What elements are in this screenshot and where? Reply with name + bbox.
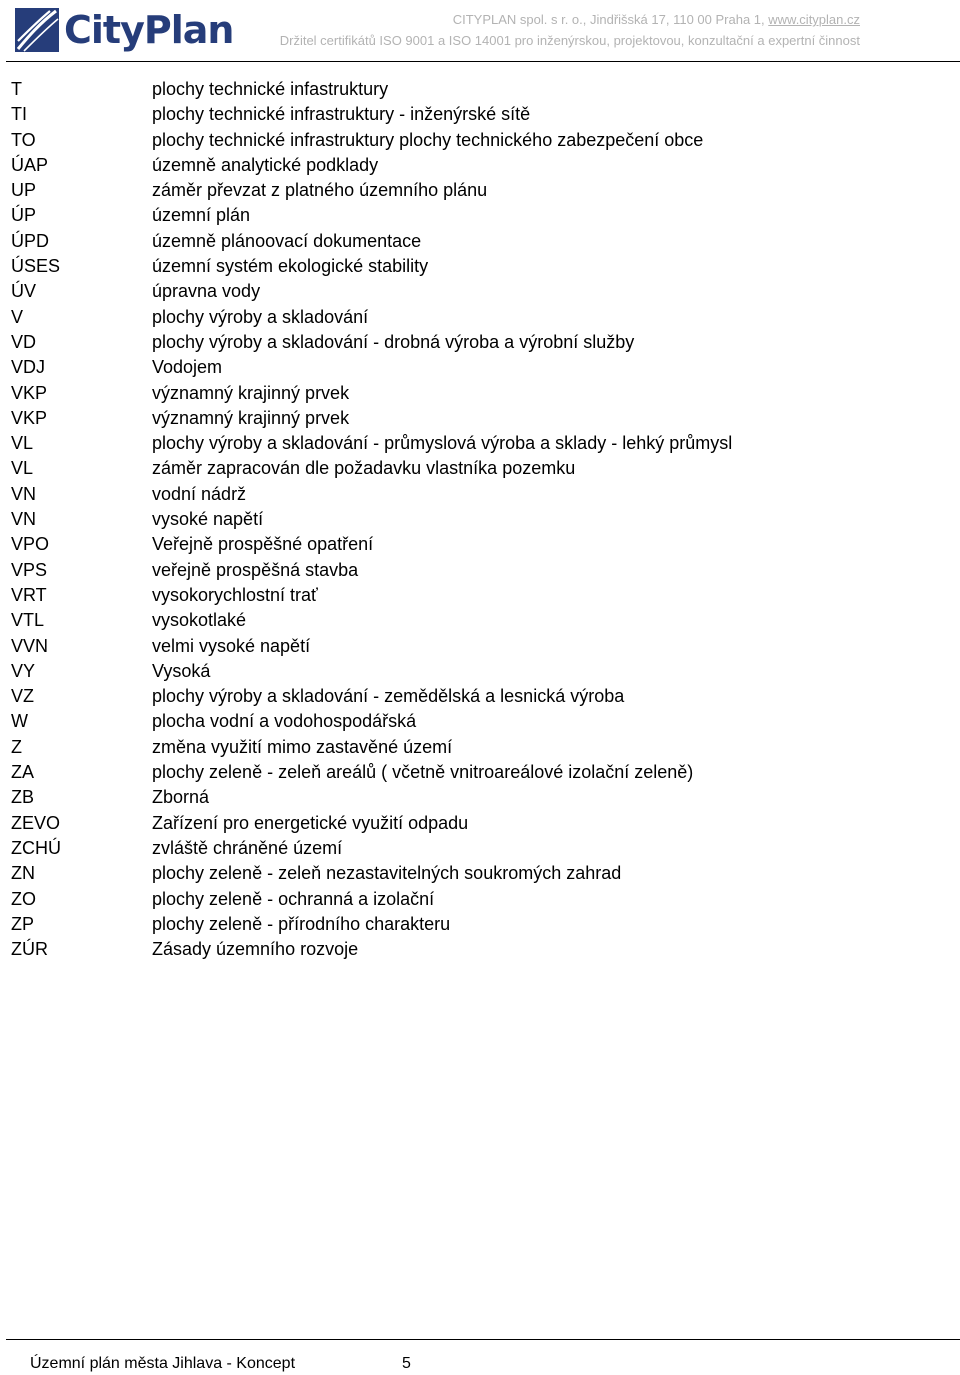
abbreviation-code: ZN xyxy=(11,863,35,884)
abbreviation-row xyxy=(0,456,960,481)
header-divider xyxy=(6,61,960,62)
abbreviation-code: VL xyxy=(11,433,34,454)
abbreviation-list xyxy=(0,77,960,962)
abbreviation-description: plochy technické infastruktury xyxy=(152,79,389,99)
abbreviation-description: vysokorychlostní trať xyxy=(152,584,318,605)
page-header xyxy=(0,0,960,62)
abbreviation-row xyxy=(0,558,960,583)
abbreviation-code: ÚPD xyxy=(11,230,50,251)
abbreviation-row xyxy=(0,684,960,709)
abbreviation-description: vysokotlaké xyxy=(152,610,247,631)
abbreviation-code: TI xyxy=(11,104,27,125)
abbreviation-code: V xyxy=(11,306,24,327)
abbreviation-row xyxy=(0,229,960,254)
abbreviation-description: Zborná xyxy=(152,787,210,808)
abbreviation-row xyxy=(0,634,960,659)
abbreviation-description: plochy výroby a skladování - drobná výroba a výrobní služby xyxy=(152,331,635,352)
abbreviation-description: plochy technické infrastruktury - inženýrské sítě xyxy=(152,104,531,125)
abbreviation-code: ÚSES xyxy=(11,256,61,277)
footer-divider xyxy=(6,1339,960,1340)
abbreviation-code: Z xyxy=(11,736,22,757)
abbreviation-description: územní systém ekologické stability xyxy=(152,256,429,277)
logo-wordmark: CityPlan xyxy=(64,8,234,52)
company-address-text: CITYPLAN spol. s r. o., Jindřišská 17, 110 00 Praha 1, xyxy=(452,12,769,27)
abbreviation-row xyxy=(0,178,960,203)
abbreviation-code: UP xyxy=(11,180,37,201)
company-website-link[interactable]: www.cityplan.cz xyxy=(768,12,860,27)
abbreviation-code: ÚV xyxy=(11,281,37,302)
abbreviation-description: záměr převzat z platného územního plánu xyxy=(152,180,488,201)
abbreviation-row xyxy=(0,153,960,178)
abbreviation-description: vysoké napětí xyxy=(152,509,264,530)
abbreviation-row xyxy=(0,279,960,304)
abbreviation-description: Veřejně prospěšné opatření xyxy=(152,534,374,555)
abbreviation-description: Zařízení pro energetické využití odpadu xyxy=(152,812,469,833)
footer-page-number: 5 xyxy=(402,1355,411,1372)
abbreviation-description: zvláště chráněné území xyxy=(152,837,343,858)
abbreviation-row xyxy=(0,861,960,886)
abbreviation-code: VRT xyxy=(11,584,47,605)
abbreviation-code: VVN xyxy=(11,635,49,656)
abbreviation-row xyxy=(0,431,960,456)
footer-document-title: Územní plán města Jihlava - Koncept xyxy=(30,1355,296,1372)
abbreviation-description: významný krajinný prvek xyxy=(152,382,350,403)
abbreviation-code: VY xyxy=(11,660,36,681)
abbreviation-description: plochy zeleně - přírodního charakteru xyxy=(152,913,451,934)
abbreviation-code: VKP xyxy=(11,407,48,428)
abbreviation-row xyxy=(0,254,960,279)
abbreviation-code: ZCHÚ xyxy=(11,837,61,858)
abbreviation-row xyxy=(0,608,960,633)
abbreviation-row xyxy=(0,760,960,785)
abbreviation-description: plochy výroby a skladování - průmyslová výroba a sklady - lehký průmysl xyxy=(152,433,733,454)
abbreviation-row xyxy=(0,532,960,557)
abbreviation-description: plochy technické infrastruktury plochy technického zabezpečení obce xyxy=(152,129,704,150)
cityplan-logo xyxy=(14,5,233,55)
abbreviation-row xyxy=(0,887,960,912)
abbreviation-row xyxy=(0,836,960,861)
abbreviation-row xyxy=(0,128,960,153)
abbreviation-description: veřejně prospěšná stavba xyxy=(152,559,359,580)
abbreviation-code: ZO xyxy=(11,888,36,909)
abbreviation-row xyxy=(0,912,960,937)
abbreviation-code: VTL xyxy=(11,610,45,631)
company-address xyxy=(453,12,860,27)
abbreviation-code: VPS xyxy=(11,559,48,580)
abbreviation-code: ZEVO xyxy=(11,812,61,833)
abbreviation-code: TO xyxy=(11,129,36,150)
abbreviation-row xyxy=(0,102,960,127)
abbreviation-description: Vysoká xyxy=(152,660,211,681)
abbreviation-row xyxy=(0,203,960,228)
abbreviation-row xyxy=(0,811,960,836)
abbreviation-row xyxy=(0,785,960,810)
abbreviation-description: plochy zeleně - ochranná a izolační xyxy=(152,888,435,909)
abbreviation-row xyxy=(0,381,960,406)
abbreviation-row xyxy=(0,482,960,507)
abbreviation-description: záměr zapracován dle požadavku vlastníka pozemku xyxy=(152,458,576,479)
cityplan-logo-icon xyxy=(14,7,60,53)
abbreviation-code: VDJ xyxy=(11,357,46,378)
abbreviation-code: T xyxy=(11,79,22,99)
abbreviation-code: VPO xyxy=(11,534,50,555)
abbreviation-code: ZÚR xyxy=(11,939,48,960)
abbreviation-code: VD xyxy=(11,331,37,352)
abbreviation-description: územní plán xyxy=(152,205,251,226)
abbreviation-row xyxy=(0,735,960,760)
abbreviation-description: Zásady územního rozvoje xyxy=(152,939,359,960)
abbreviation-code: VZ xyxy=(11,686,35,707)
abbreviation-description: úpravna vody xyxy=(152,281,261,302)
abbreviation-code: VN xyxy=(11,483,37,504)
abbreviation-description: Vodojem xyxy=(152,357,223,378)
abbreviation-description: plochy zeleně - zeleň nezastavitelných soukromých zahrad xyxy=(152,863,622,884)
abbreviation-description: plochy výroby a skladování - zemědělská a lesnická výroba xyxy=(152,686,625,707)
abbreviation-row xyxy=(0,330,960,355)
abbreviation-row xyxy=(0,659,960,684)
certification-note: Držitel certifikátů ISO 9001 a ISO 14001 pro inženýrskou, projektovou, konzultační a expertní činnost xyxy=(279,33,860,48)
abbreviation-code: ZB xyxy=(11,787,35,808)
abbreviation-row xyxy=(0,77,960,102)
abbreviation-description: velmi vysoké napětí xyxy=(152,635,311,656)
abbreviation-row xyxy=(0,583,960,608)
abbreviation-description: vodní nádrž xyxy=(152,483,247,504)
abbreviation-code: ÚP xyxy=(11,205,37,226)
abbreviation-description: plochy výroby a skladování xyxy=(152,306,369,327)
abbreviation-code: ZA xyxy=(11,762,35,783)
abbreviation-row xyxy=(0,937,960,962)
abbreviation-row xyxy=(0,507,960,532)
abbreviation-code: W xyxy=(11,711,28,732)
abbreviation-row xyxy=(0,406,960,431)
abbreviation-row xyxy=(0,355,960,380)
abbreviation-description: významný krajinný prvek xyxy=(152,407,350,428)
abbreviation-row xyxy=(0,305,960,330)
abbreviation-description: plochy zeleně - zeleň areálů ( včetně vnitroareálové izolační zeleně) xyxy=(152,762,694,783)
abbreviation-description: územně plánoovací dokumentace xyxy=(152,230,422,251)
abbreviation-code: VKP xyxy=(11,382,48,403)
abbreviation-code: ZP xyxy=(11,913,35,934)
abbreviation-code: VN xyxy=(11,509,37,530)
abbreviation-description: plocha vodní a vodohospodářská xyxy=(152,711,417,732)
abbreviation-code: VL xyxy=(11,458,34,479)
abbreviation-row xyxy=(0,709,960,734)
abbreviation-description: změna využití mimo zastavěné území xyxy=(152,736,453,757)
abbreviation-description: územně analytické podklady xyxy=(152,154,379,175)
abbreviation-code: ÚAP xyxy=(11,154,49,175)
